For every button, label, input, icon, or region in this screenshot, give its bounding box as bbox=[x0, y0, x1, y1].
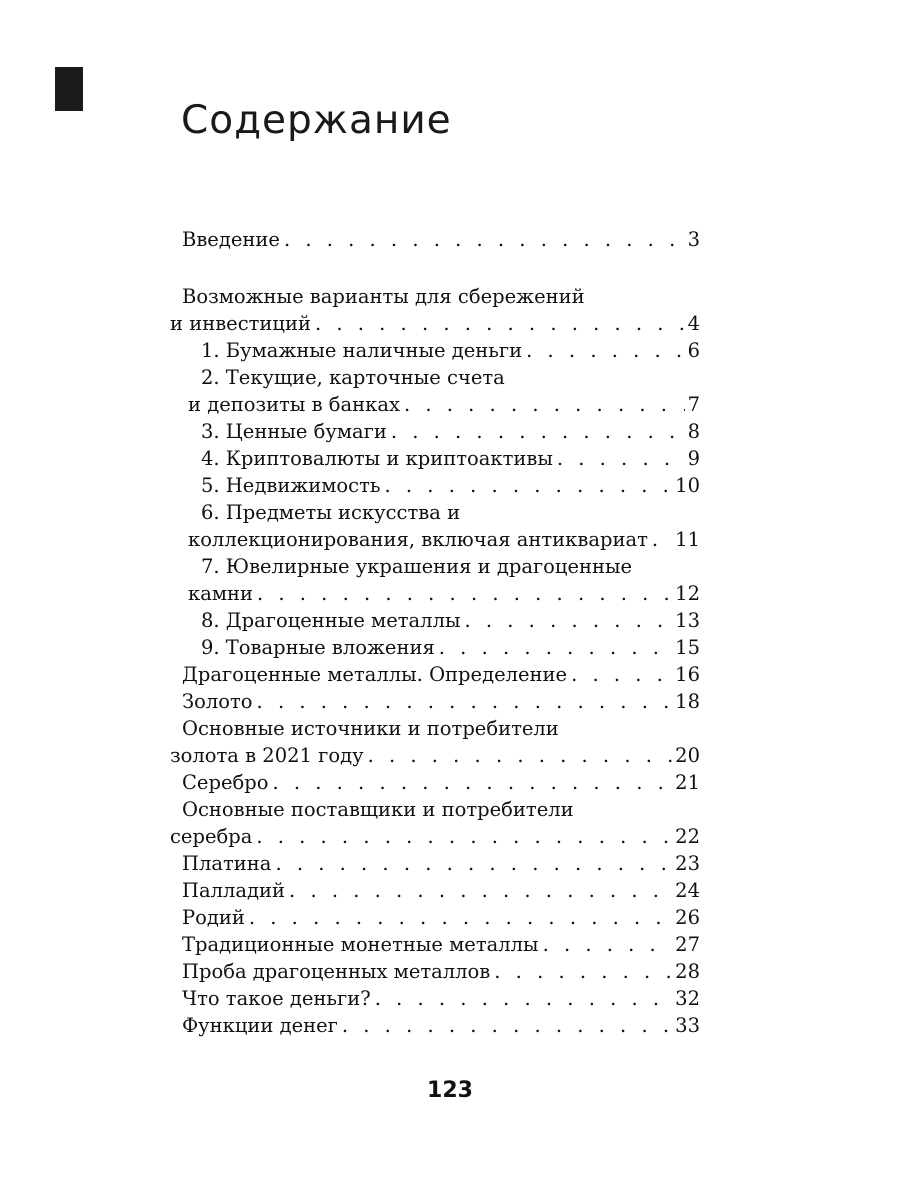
toc-page-number: 3 bbox=[687, 228, 700, 251]
toc-entry-label: Серебро bbox=[182, 771, 269, 794]
toc-entry-label: Платина bbox=[182, 852, 272, 875]
toc-page-number: 6 bbox=[687, 339, 700, 362]
toc-entry-label: коллекционирования, включая антиквариат bbox=[188, 528, 648, 551]
toc-entry-line bbox=[170, 796, 700, 823]
toc-page-number: 11 bbox=[675, 528, 700, 551]
toc-dot-leader bbox=[284, 226, 685, 253]
toc-entry-label: Золото bbox=[182, 690, 253, 713]
toc-entry-label: Функции денег bbox=[182, 1014, 338, 1037]
toc-page-number: 28 bbox=[675, 960, 700, 983]
toc-entry-label: 7. Ювелирные украшения и драгоценные bbox=[201, 555, 633, 578]
toc-dot-leader bbox=[289, 877, 672, 904]
toc-entry bbox=[170, 607, 700, 634]
toc-dot-leader bbox=[342, 1012, 672, 1039]
toc-entry bbox=[170, 904, 700, 931]
toc-entry-label: 2. Текущие, карточные счета bbox=[201, 366, 505, 389]
toc-entry bbox=[170, 1012, 700, 1039]
toc-entry-label: золота в 2021 году bbox=[170, 744, 364, 767]
toc-page-number: 21 bbox=[675, 771, 700, 794]
toc-entry bbox=[170, 688, 700, 715]
toc-entry-label: 9. Товарные вложения bbox=[201, 636, 435, 659]
toc-page-number: 13 bbox=[675, 609, 700, 632]
toc-page-number: 23 bbox=[675, 852, 700, 875]
toc-entry-label: Введение bbox=[182, 228, 280, 251]
toc-entry bbox=[170, 337, 700, 364]
toc-dot-leader bbox=[391, 418, 685, 445]
toc-entry-label: Основные поставщики и потребители bbox=[182, 798, 574, 821]
toc-entry bbox=[170, 472, 700, 499]
page-number: 123 bbox=[427, 1078, 473, 1103]
toc-page-number: 9 bbox=[687, 447, 700, 470]
toc-page-number: 22 bbox=[675, 825, 700, 848]
toc-entry-label: Родий bbox=[182, 906, 245, 929]
toc-page-number: 4 bbox=[687, 312, 700, 335]
toc-entry bbox=[170, 661, 700, 688]
toc-dot-leader bbox=[543, 931, 673, 958]
toc-dot-leader bbox=[571, 661, 672, 688]
toc-page-number: 20 bbox=[675, 744, 700, 767]
toc-entry-label: 6. Предметы искусства и bbox=[201, 501, 461, 524]
toc-dot-leader bbox=[494, 958, 672, 985]
toc-entry-label: 8. Драгоценные металлы bbox=[201, 609, 461, 632]
toc-dot-leader bbox=[464, 607, 672, 634]
toc-entry bbox=[170, 226, 700, 253]
toc-entry bbox=[170, 931, 700, 958]
toc-dot-leader bbox=[375, 985, 672, 1012]
toc-entry-label: и депозиты в банках bbox=[188, 393, 400, 416]
toc-page-number: 10 bbox=[675, 474, 700, 497]
toc-dot-leader bbox=[257, 580, 672, 607]
toc-entry-label: камни bbox=[188, 582, 253, 605]
toc-entry bbox=[170, 850, 700, 877]
toc-entry-label: Проба драгоценных металлов bbox=[182, 960, 491, 983]
toc-entry bbox=[170, 310, 700, 337]
toc-entry-label: Палладий bbox=[182, 879, 286, 902]
corner-marker bbox=[55, 67, 83, 111]
table-of-contents bbox=[170, 226, 700, 1039]
page-title: Содержание bbox=[181, 98, 452, 143]
toc-dot-leader bbox=[275, 850, 672, 877]
toc-entry bbox=[170, 823, 700, 850]
toc-dot-leader bbox=[368, 742, 673, 769]
toc-entry-label: Основные источники и потребители bbox=[182, 717, 559, 740]
toc-entry bbox=[170, 580, 700, 607]
toc-page-number: 18 bbox=[675, 690, 700, 713]
toc-dot-leader bbox=[256, 823, 672, 850]
toc-entry-label: Драгоценные металлы. Определение bbox=[182, 663, 568, 686]
toc-entry-label: и инвестиций bbox=[170, 312, 311, 335]
toc-entry bbox=[170, 985, 700, 1012]
toc-page-number: 15 bbox=[675, 636, 700, 659]
toc-dot-leader bbox=[439, 634, 672, 661]
toc-entry-label: Традиционные монетные металлы bbox=[182, 933, 539, 956]
toc-entry-line bbox=[170, 553, 700, 580]
toc-entry-line bbox=[170, 715, 700, 742]
toc-entry bbox=[170, 391, 700, 418]
toc-dot-leader bbox=[526, 337, 684, 364]
toc-dot-leader bbox=[257, 688, 673, 715]
toc-entry-label: серебра bbox=[170, 825, 253, 848]
toc-dot-leader bbox=[652, 526, 672, 553]
toc-page-number: 16 bbox=[675, 663, 700, 686]
toc-page-number: 12 bbox=[675, 582, 700, 605]
toc-entry-label: 4. Криптовалюты и криптоактивы bbox=[201, 447, 553, 470]
toc-entry-label: Возможные варианты для сбережений bbox=[182, 285, 585, 308]
toc-entry bbox=[170, 634, 700, 661]
toc-entry-line bbox=[170, 283, 700, 310]
toc-entry bbox=[170, 445, 700, 472]
toc-dot-leader bbox=[272, 769, 672, 796]
toc-page-number: 24 bbox=[675, 879, 700, 902]
toc-page-number: 8 bbox=[687, 420, 700, 443]
toc-entry bbox=[170, 958, 700, 985]
toc-entry bbox=[170, 418, 700, 445]
toc-dot-leader bbox=[385, 472, 673, 499]
toc-entry-label: 1. Бумажные наличные деньги bbox=[201, 339, 523, 362]
toc-entry-label: 3. Ценные бумаги bbox=[201, 420, 387, 443]
toc-dot-leader bbox=[404, 391, 685, 418]
toc-page-number: 26 bbox=[675, 906, 700, 929]
toc-page-number: 33 bbox=[675, 1014, 700, 1037]
toc-entry-line bbox=[170, 364, 700, 391]
toc-page-number: 7 bbox=[687, 393, 700, 416]
toc-entry bbox=[170, 877, 700, 904]
toc-entry bbox=[170, 742, 700, 769]
toc-entry bbox=[170, 769, 700, 796]
toc-dot-leader bbox=[249, 904, 672, 931]
toc-entry-line bbox=[170, 499, 700, 526]
toc-page-number: 32 bbox=[675, 987, 700, 1010]
toc-dot-leader bbox=[557, 445, 685, 472]
toc-entry bbox=[170, 526, 700, 553]
toc-entry-label: Что такое деньги? bbox=[182, 987, 371, 1010]
toc-page-number: 27 bbox=[675, 933, 700, 956]
toc-entry-label: 5. Недвижимость bbox=[201, 474, 381, 497]
toc-dot-leader bbox=[315, 310, 685, 337]
